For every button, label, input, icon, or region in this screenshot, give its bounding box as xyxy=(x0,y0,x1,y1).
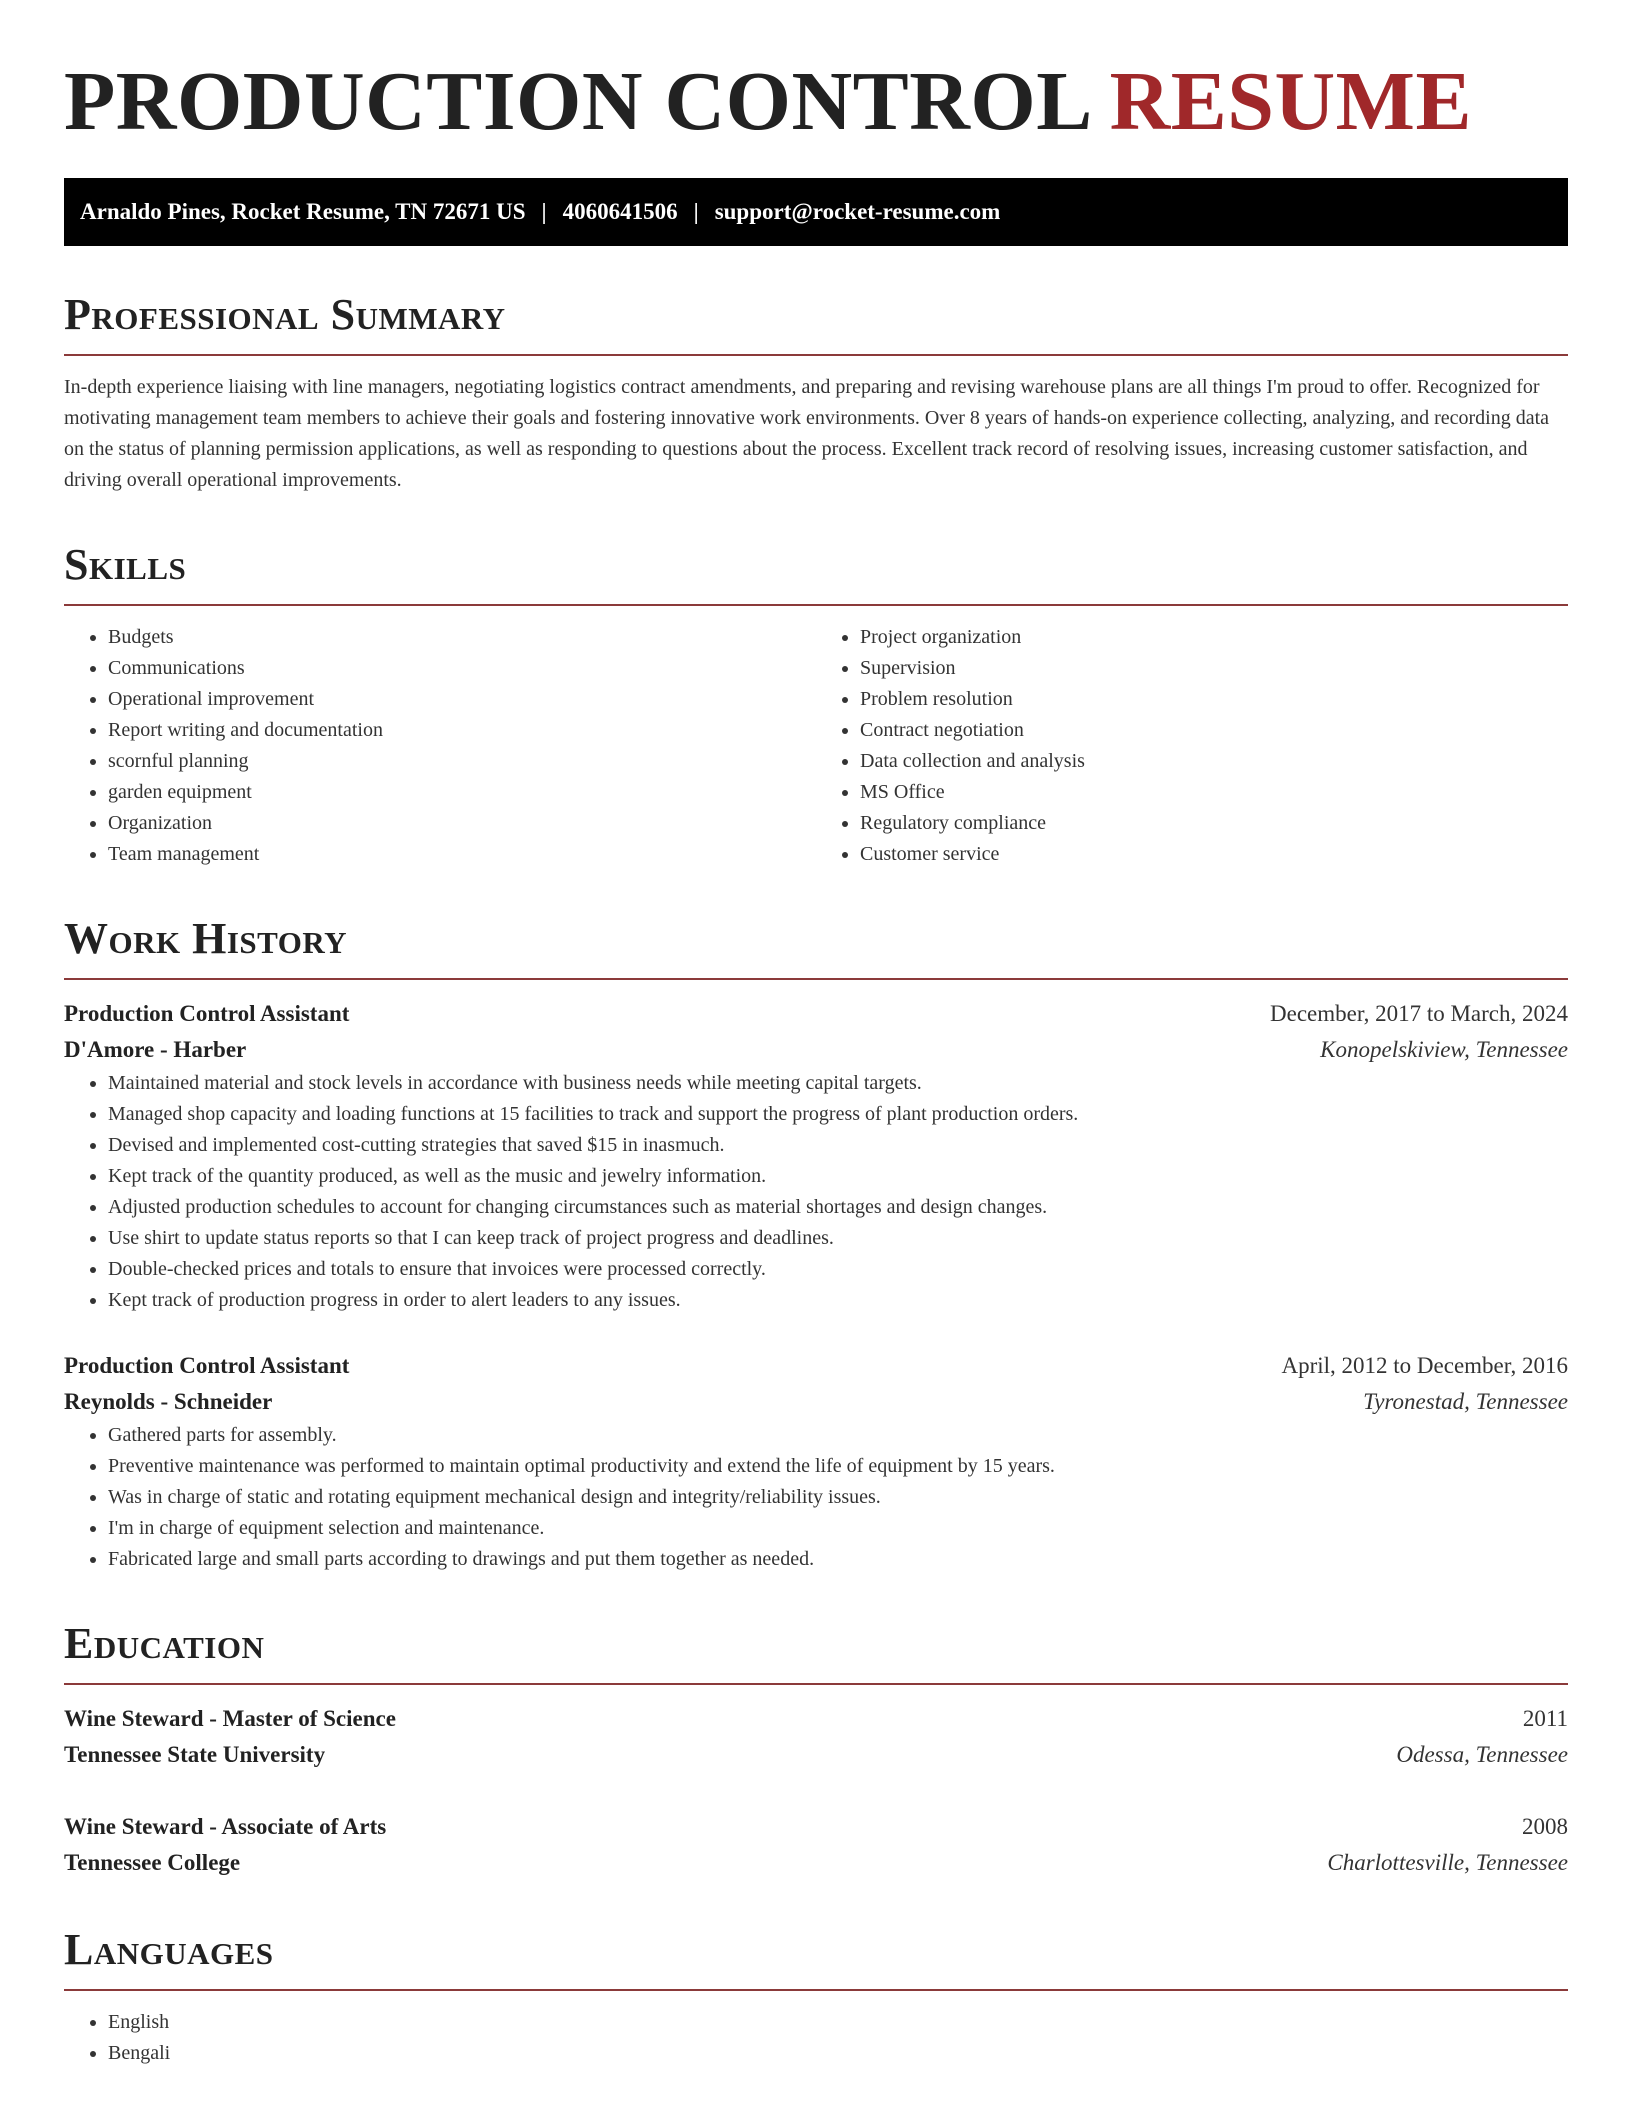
work-history-heading: Work History xyxy=(64,914,348,963)
skill-item: • Communications xyxy=(108,653,816,684)
work-history-section xyxy=(64,914,1568,1575)
skill-item: • Regulatory compliance xyxy=(860,808,1568,839)
job-location: Tyronestad, Tennessee xyxy=(1363,1389,1568,1414)
skills-grid xyxy=(64,622,1568,870)
education-degree: Wine Steward - Associate of Arts xyxy=(64,1814,387,1839)
skills-section xyxy=(64,540,1568,870)
job-duty-item: • Use shirt to update status reports so that I can keep track of project progress and deadlines. xyxy=(108,1223,1568,1254)
education-location: Odessa, Tennessee xyxy=(1396,1742,1568,1767)
section-divider xyxy=(64,604,1568,606)
job-header-row xyxy=(64,996,1568,1032)
section-divider xyxy=(64,978,1568,980)
skill-item: • Contract negotiation xyxy=(860,715,1568,746)
skills-list-left xyxy=(64,622,816,870)
job-dates: December, 2017 to March, 2024 xyxy=(1270,1001,1568,1026)
job-duty-item: • Managed shop capacity and loading functions at 15 facilities to track and support the progress of plant production orders. xyxy=(108,1099,1568,1130)
job-duties-list xyxy=(64,1420,1568,1575)
education-heading: Education xyxy=(64,1619,265,1668)
job-duty-item: • Maintained material and stock levels in accordance with business needs while meeting capital targets. xyxy=(108,1068,1568,1099)
contact-separator: | xyxy=(693,199,699,224)
section-divider xyxy=(64,354,1568,356)
title-main: PRODUCTION CONTROL xyxy=(64,55,1089,148)
job-company-row xyxy=(64,1032,1568,1068)
title-accent: RESUME xyxy=(1109,55,1472,148)
job-duty-item: • Devised and implemented cost-cutting strategies that saved $15 in inasmuch. xyxy=(108,1130,1568,1161)
education-degree: Wine Steward - Master of Science xyxy=(64,1706,396,1731)
job-duty-item: • Fabricated large and small parts according to drawings and put them together as needed. xyxy=(108,1544,1568,1575)
education-header-row xyxy=(64,1809,1568,1845)
skills-column-left xyxy=(64,622,816,870)
skills-column-right xyxy=(816,622,1568,870)
skill-item: • Team management xyxy=(108,839,816,870)
section-divider xyxy=(64,1683,1568,1685)
job-dates: April, 2012 to December, 2016 xyxy=(1281,1353,1568,1378)
job-role: Production Control Assistant xyxy=(64,1353,350,1378)
job-duty-item: • I'm in charge of equipment selection and maintenance. xyxy=(108,1513,1568,1544)
education-section xyxy=(64,1619,1568,1881)
job-duty-item: • Double-checked prices and totals to ensure that invoices were processed correctly. xyxy=(108,1254,1568,1285)
education-entry xyxy=(64,1701,1568,1773)
skill-item: • MS Office xyxy=(860,777,1568,808)
skill-item: • Data collection and analysis xyxy=(860,746,1568,777)
education-school-row xyxy=(64,1737,1568,1773)
education-year: 2008 xyxy=(1522,1814,1568,1839)
skill-item: • Budgets xyxy=(108,622,816,653)
education-entry xyxy=(64,1809,1568,1881)
contact-phone: 4060641506 xyxy=(562,199,678,224)
job-duty-item: • Was in charge of static and rotating equipment mechanical design and integrity/reliability issues. xyxy=(108,1482,1568,1513)
skill-item: • Customer service xyxy=(860,839,1568,870)
skill-item: • scornful planning xyxy=(108,746,816,777)
skills-heading: Skills xyxy=(64,540,187,589)
languages-heading: Languages xyxy=(64,1925,274,1974)
skill-item: • Project organization xyxy=(860,622,1568,653)
job-duty-item: • Preventive maintenance was performed to maintain optimal productivity and extend the life of equipment by 15 years. xyxy=(108,1451,1568,1482)
job-duty-item: • Gathered parts for assembly. xyxy=(108,1420,1568,1451)
skill-item: • garden equipment xyxy=(108,777,816,808)
skill-item: • Organization xyxy=(108,808,816,839)
education-header-row xyxy=(64,1701,1568,1737)
job-company: D'Amore - Harber xyxy=(64,1037,247,1062)
contact-separator: | xyxy=(541,199,547,224)
job-company-row xyxy=(64,1384,1568,1420)
job-role: Production Control Assistant xyxy=(64,1001,350,1026)
education-location: Charlottesville, Tennessee xyxy=(1327,1850,1568,1875)
summary-heading: Professional Summary xyxy=(64,290,506,339)
job-entry xyxy=(64,996,1568,1316)
contact-email: support@rocket-resume.com xyxy=(714,199,1001,224)
education-school: Tennessee College xyxy=(64,1850,241,1875)
job-duty-item: • Kept track of the quantity produced, as well as the music and jewelry information. xyxy=(108,1161,1568,1192)
languages-list xyxy=(64,2007,1568,2069)
summary-text: In-depth experience liaising with line managers, negotiating logistics contract amendments, and preparing and revising warehouse plans are all things I'm proud to offer. Recognized for motivating management team members to achieve their goals and fostering innovative work environments. Over 8 years of hands-on experience collecting, analyzing, and recording data on the status of planning permission applications, as well as responding to questions about the process. Excellent track record of resolving issues, increasing customer satisfaction, and driving overall operational improvements. xyxy=(64,376,1550,491)
job-duty-item: • Adjusted production schedules to account for changing circumstances such as material shortages and design changes. xyxy=(108,1192,1568,1223)
language-item: • English xyxy=(108,2007,1568,2038)
contact-bar xyxy=(64,178,1568,246)
languages-section xyxy=(64,1925,1568,2069)
job-duties-list xyxy=(64,1068,1568,1316)
skill-item: • Supervision xyxy=(860,653,1568,684)
language-item: • Bengali xyxy=(108,2038,1568,2069)
summary-section xyxy=(64,290,1568,496)
skill-item: • Operational improvement xyxy=(108,684,816,715)
education-school-row xyxy=(64,1845,1568,1881)
resume-title xyxy=(64,50,1568,154)
job-entry xyxy=(64,1348,1568,1575)
skills-list-right xyxy=(816,622,1568,870)
job-location: Konopelskiview, Tennessee xyxy=(1320,1037,1568,1062)
job-header-row xyxy=(64,1348,1568,1384)
education-school: Tennessee State University xyxy=(64,1742,326,1767)
section-divider xyxy=(64,1989,1568,1991)
skill-item: • Problem resolution xyxy=(860,684,1568,715)
job-duty-item: • Kept track of production progress in order to alert leaders to any issues. xyxy=(108,1285,1568,1316)
education-year: 2011 xyxy=(1522,1706,1568,1731)
skill-item: • Report writing and documentation xyxy=(108,715,816,746)
contact-address: Arnaldo Pines, Rocket Resume, TN 72671 US xyxy=(80,199,526,224)
job-company: Reynolds - Schneider xyxy=(64,1389,273,1414)
